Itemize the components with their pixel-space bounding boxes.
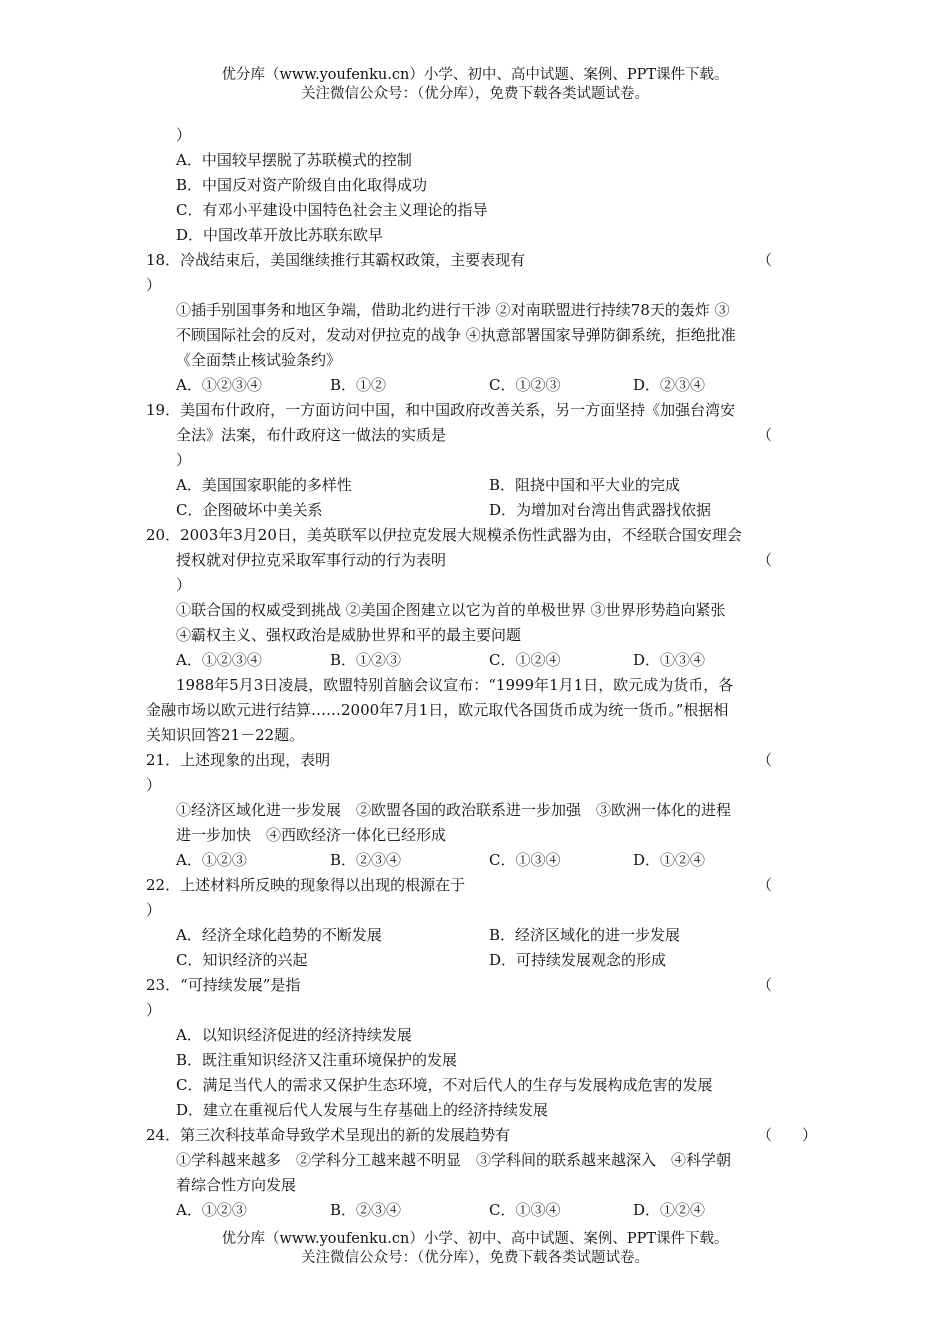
material-line-1: 1988年5月3日凌晨，欧盟特别首脑会议宣布：“1999年1月1日，欧元成为货币，各 xyxy=(176,676,734,694)
q20-stem-line-1: 20．2003年3月20日，美英联军以伊拉克发展大规模杀伤性武器为由，不经联合国安理会 xyxy=(146,526,742,544)
q21-open-paren: （ xyxy=(757,751,773,769)
footer-line-1: 优分库（www.youfenku.cn）小学、初中、高中试题、案例、PPT课件下载。 xyxy=(221,1231,729,1247)
q20-stem-line-2: 授权就对伊拉克采取军事行动的行为表明 xyxy=(176,551,447,569)
q17-option-a: A．中国较早摆脱了苏联模式的控制 xyxy=(176,151,412,169)
q18-stem: 18．冷战结束后，美国继续推行其霸权政策，主要表现有 xyxy=(146,251,526,269)
q20-option-d: D．①③④ xyxy=(633,651,706,669)
q20-statement-2: ④霸权主义、强权政治是威胁世界和平的最主要问题 xyxy=(176,626,522,644)
q21-close-paren: ） xyxy=(146,776,162,794)
q19-stem-line-1: 19．美国布什政府，一方面访问中国，和中国政府改善关系，另一方面坚持《加强台湾安 xyxy=(146,401,736,419)
q20-option-b: B．①②③ xyxy=(330,651,402,669)
q19-close-paren: ） xyxy=(176,451,192,469)
q24-option-a: A．①②③ xyxy=(176,1201,247,1219)
q20-open-paren: （ xyxy=(757,551,773,569)
q21-option-a: A．①②③ xyxy=(176,851,247,869)
q22-stem: 22．上述材料所反映的现象得以出现的根源在于 xyxy=(146,876,466,894)
q21-statement-1: ①经济区域化进一步发展 ②欧盟各国的政治联系进一步加强 ③欧洲一体化的进程 xyxy=(176,801,732,819)
q18-option-d: D．②③④ xyxy=(633,376,706,394)
q20-option-c: C．①②④ xyxy=(489,651,561,669)
page-footer xyxy=(0,1230,950,1268)
q22-close-paren: ） xyxy=(146,901,162,919)
q20-statement-1: ①联合国的权威受到挑战 ②美国企图建立以它为首的单极世界 ③世界形势趋向紧张 xyxy=(176,601,726,619)
q17-option-c: C．有邓小平建设中国特色社会主义理论的指导 xyxy=(176,201,488,219)
q22-option-b: B．经济区域化的进一步发展 xyxy=(489,926,681,944)
q24-option-b: B．②③④ xyxy=(330,1201,402,1219)
q24-stem: 24．第三次科技革命导致学术呈现出的新的发展趋势有 xyxy=(146,1126,511,1144)
q24-statement-1: ①学科越来越多 ②学科分工越来越不明显 ③学科间的联系越来越深入 ④科学朝 xyxy=(176,1151,732,1169)
q19-open-paren: （ xyxy=(757,426,773,444)
q19-stem-line-2: 全法》法案，布什政府这一做法的实质是 xyxy=(176,426,447,444)
q18-option-c: C．①②③ xyxy=(489,376,561,394)
q19-option-b: B．阻挠中国和平大业的完成 xyxy=(489,476,681,494)
footer-line-2: 关注微信公众号：（优分库），免费下载各类试题试卷。 xyxy=(301,1250,649,1266)
q17-option-b: B．中国反对资产阶级自由化取得成功 xyxy=(176,176,428,194)
q19-option-a: A．美国国家职能的多样性 xyxy=(176,476,352,494)
q23-option-b: B．既注重知识经济又注重环境保护的发展 xyxy=(176,1051,458,1069)
q21-statement-2: 进一步加快 ④西欧经济一体化已经形成 xyxy=(176,826,447,844)
q22-option-d: D．可持续发展观念的形成 xyxy=(489,951,667,969)
material-line-2: 金融市场以欧元进行结算……2000年7月1日，欧元取代各国货币成为统一货币。”根据相 xyxy=(146,701,729,719)
q18-close-paren: ） xyxy=(146,276,162,294)
q23-open-paren: （ xyxy=(757,976,773,994)
page-header xyxy=(0,66,950,104)
q21-option-b: B．②③④ xyxy=(330,851,402,869)
q22-option-a: A．经济全球化趋势的不断发展 xyxy=(176,926,382,944)
q21-option-d: D．①②④ xyxy=(633,851,706,869)
q22-option-c: C．知识经济的兴起 xyxy=(176,951,308,969)
q18-option-b: B．①② xyxy=(330,376,387,394)
q23-close-paren: ） xyxy=(146,1001,162,1019)
q18-option-a: A．①②③④ xyxy=(176,376,262,394)
q24-option-c: C．①③④ xyxy=(489,1201,561,1219)
q21-stem: 21．上述现象的出现，表明 xyxy=(146,751,331,769)
q23-option-d: D．建立在重视后代人发展与生存基础上的经济持续发展 xyxy=(176,1101,549,1119)
q23-option-a: A．以知识经济促进的经济持续发展 xyxy=(176,1026,412,1044)
q17-close-paren: ） xyxy=(176,126,192,144)
q20-option-a: A．①②③④ xyxy=(176,651,262,669)
q19-option-c: C．企图破坏中美关系 xyxy=(176,501,323,519)
q18-open-paren: （ xyxy=(757,251,773,269)
q21-option-c: C．①③④ xyxy=(489,851,561,869)
q24-paren: （ ） xyxy=(757,1126,818,1144)
material-line-3: 关知识回答21－22题。 xyxy=(146,726,305,744)
q18-statement-2: 不顾国际社会的反对，发动对伊拉克的战争 ④执意部署国家导弹防御系统，拒绝批准 xyxy=(176,326,736,344)
header-line-2: 关注微信公众号：（优分库），免费下载各类试题试卷。 xyxy=(301,86,649,102)
q24-option-d: D．①②④ xyxy=(633,1201,706,1219)
q19-option-d: D．为增加对台湾出售武器找依据 xyxy=(489,501,712,519)
q23-stem: 23．“可持续发展”是指 xyxy=(146,976,301,994)
q17-option-d: D．中国改革开放比苏联东欧早 xyxy=(176,226,384,244)
header-line-1: 优分库（www.youfenku.cn）小学、初中、高中试题、案例、PPT课件下载。 xyxy=(221,67,729,83)
q20-close-paren: ） xyxy=(176,576,192,594)
q24-statement-2: 着综合性方向发展 xyxy=(176,1176,297,1194)
q22-open-paren: （ xyxy=(757,876,773,894)
q18-statement-3: 《全面禁止核试验条约》 xyxy=(176,351,342,369)
q18-statement-1: ①插手别国事务和地区争端，借助北约进行干涉 ②对南联盟进行持续78天的轰炸 ③ xyxy=(176,301,730,319)
q23-option-c: C．满足当代人的需求又保护生态环境，不对后代人的生存与发展构成危害的发展 xyxy=(176,1076,713,1094)
